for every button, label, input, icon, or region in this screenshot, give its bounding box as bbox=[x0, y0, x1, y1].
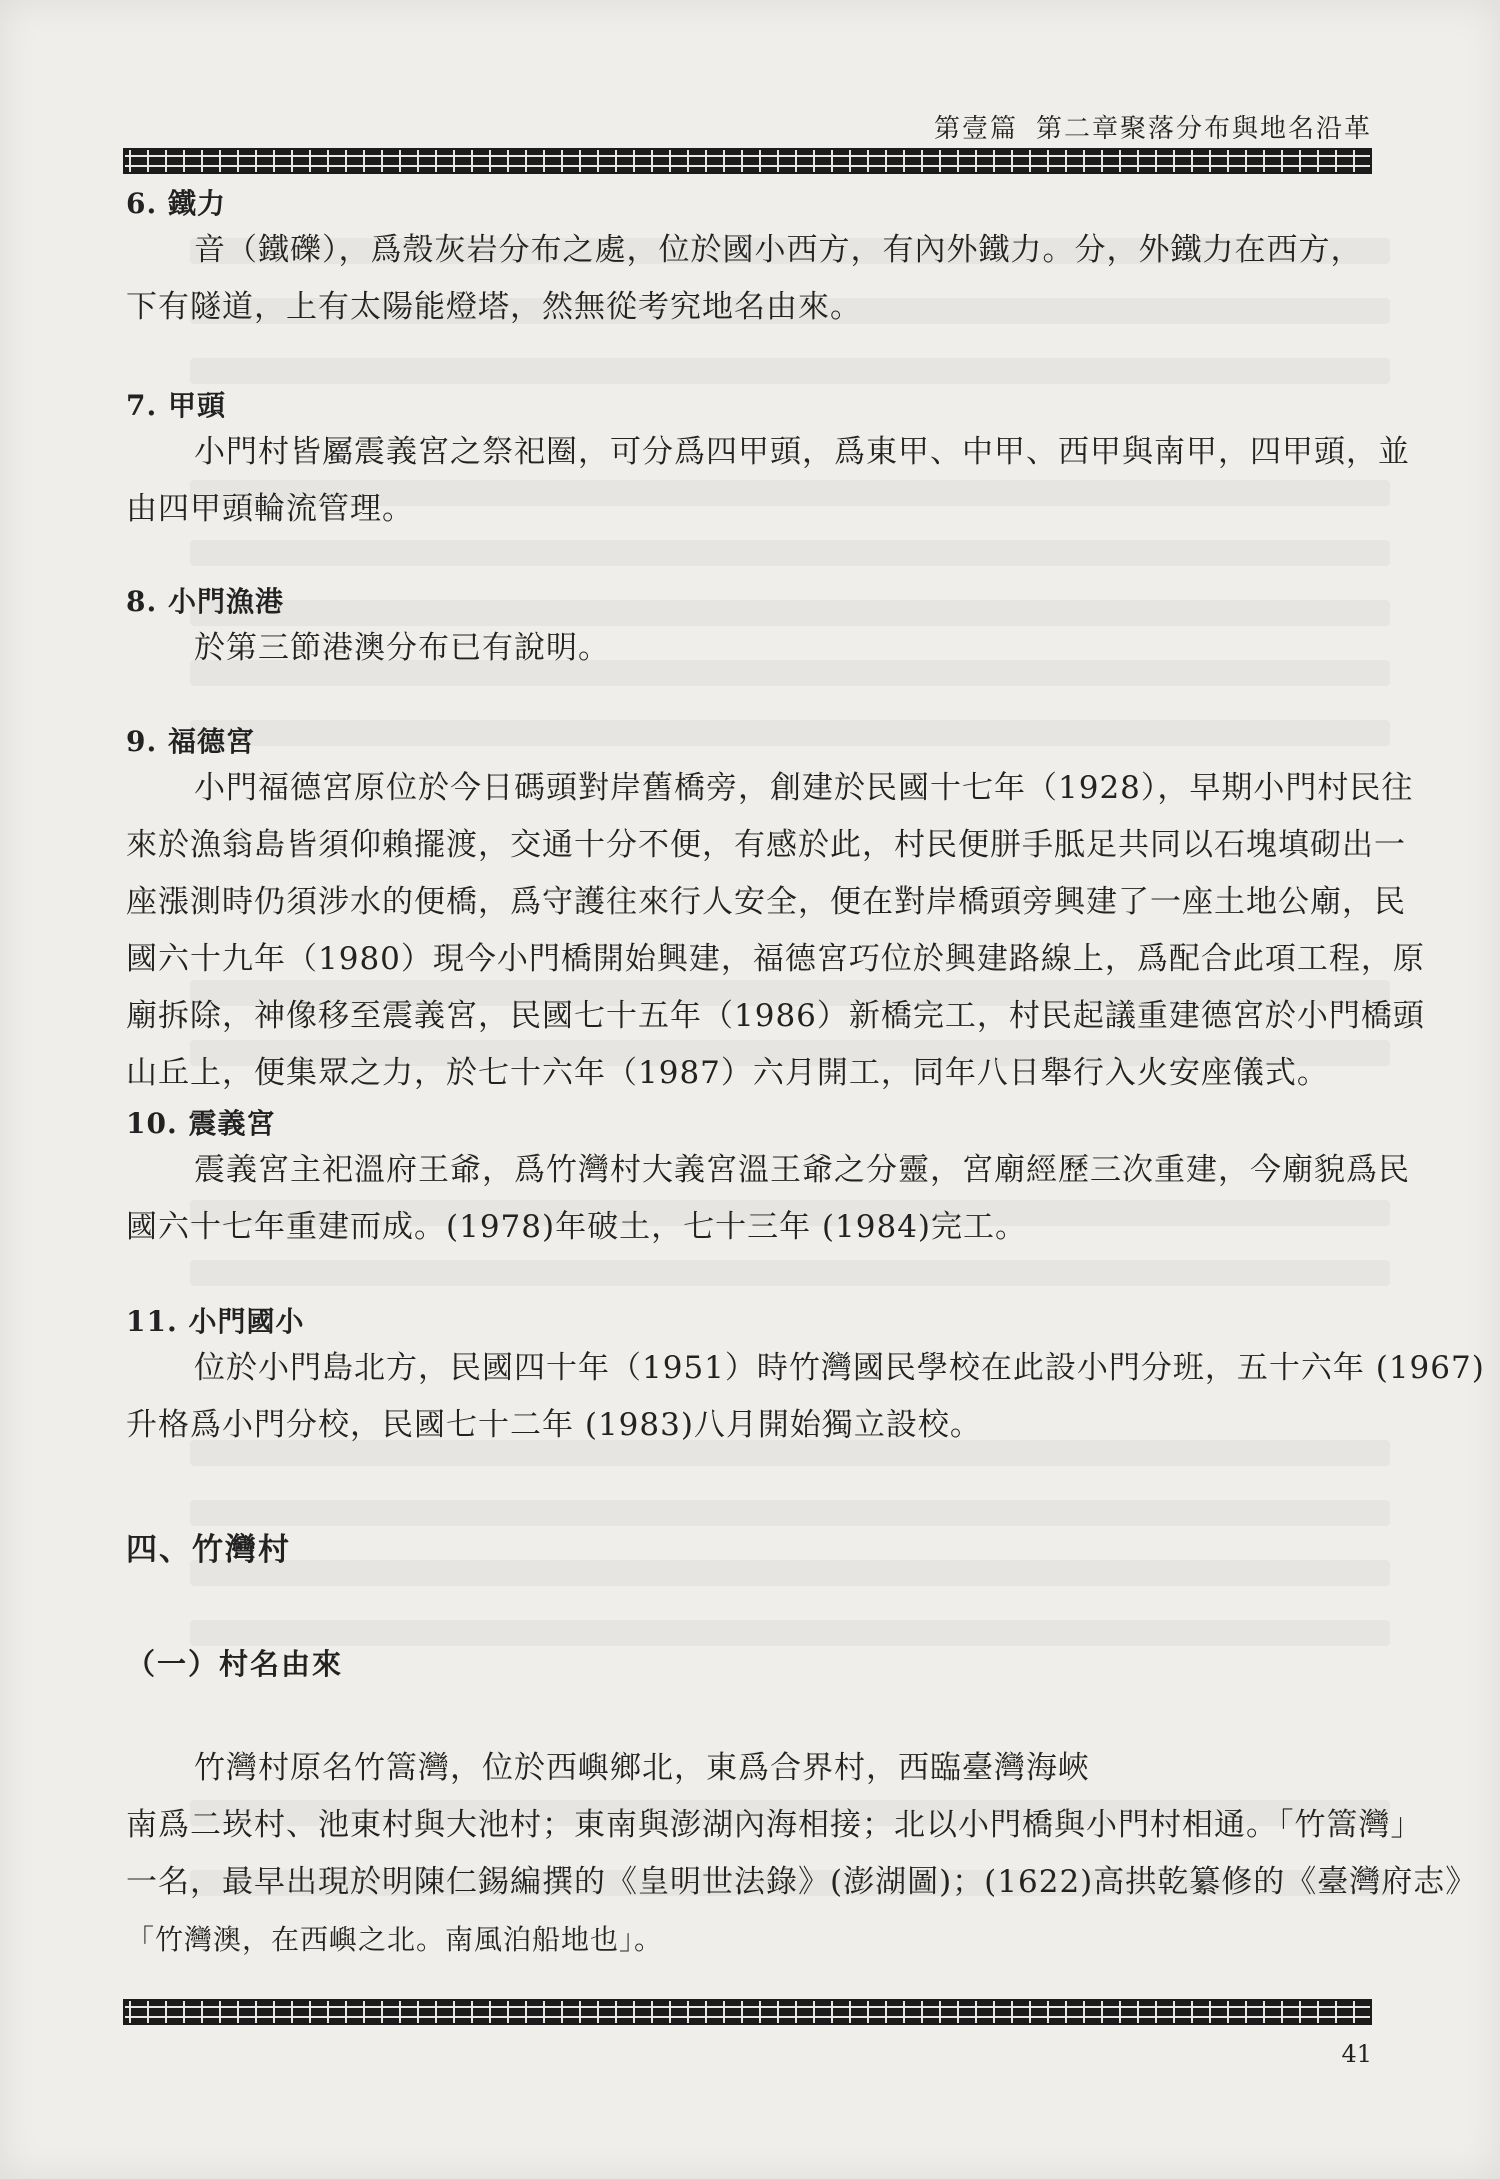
paragraph-line: 廟拆除，神像移至震義宮，民國七十五年（1986）新橋完工，村民起議重建德宮於小門橋頭 bbox=[126, 998, 1425, 1034]
paragraph-line: 由四甲頭輪流管理。 bbox=[126, 491, 414, 527]
item-heading-9: 9. 福德宮 bbox=[126, 725, 255, 758]
item-heading-7: 7. 甲頭 bbox=[126, 389, 226, 422]
section-heading: 四、竹灣村 bbox=[126, 1532, 291, 1568]
item-heading-11: 11. 小門國小 bbox=[126, 1305, 305, 1338]
paragraph-line: 位於小門島北方，民國四十年（1951）時竹灣國民學校在此設小門分班，五十六年 (1967) bbox=[194, 1350, 1485, 1386]
chapter-title: 第二章聚落分布與地名沿革 bbox=[1035, 114, 1372, 144]
item-paragraph-7 bbox=[126, 424, 1410, 538]
decorative-border-bottom bbox=[125, 2001, 1370, 2023]
item-paragraph-6 bbox=[126, 222, 1371, 336]
item-paragraph-10 bbox=[126, 1142, 1410, 1256]
paragraph-line: 南爲二崁村、池東村與大池村；東南與澎湖內海相接；北以小門橋與小門村相通。「竹篙灣」 bbox=[126, 1807, 1423, 1843]
section-paragraph bbox=[126, 1740, 1478, 1968]
paragraph-line: 「竹灣澳，在西嶼之北。南風泊船地也」。 bbox=[126, 1923, 664, 1956]
paragraph-line: 國六十九年（1980）現今小門橋開始興建，福德宮巧位於興建路線上，爲配合此項工程，原 bbox=[126, 941, 1425, 977]
paragraph-line: 於第三節港澳分布已有說明。 bbox=[194, 630, 610, 666]
item-paragraph-8 bbox=[126, 620, 1371, 677]
item-heading-6: 6. 鐵力 bbox=[126, 187, 226, 220]
decorative-border-top bbox=[125, 150, 1370, 172]
item-paragraph-9 bbox=[126, 760, 1425, 1102]
paragraph-line: 山丘上，便集眾之力，於七十六年（1987）六月開工，同年八日舉行入火安座儀式。 bbox=[126, 1055, 1329, 1091]
part-title: 第壹篇 bbox=[933, 114, 1018, 144]
paragraph-line: 國六十七年重建而成。(1978)年破土，七十三年 (1984)完工。 bbox=[126, 1209, 1028, 1245]
running-header bbox=[934, 108, 1372, 145]
item-heading-8: 8. 小門漁港 bbox=[126, 585, 284, 618]
paragraph-line: 來於漁翁島皆須仰賴擺渡，交通十分不便，有感於此，村民便胼手胝足共同以石塊填砌出一 bbox=[126, 827, 1406, 863]
paragraph-line: 音（鐵礫），爲殼灰岩分布之處，位於國小西方，有內外鐵力。分，外鐵力在西方， bbox=[194, 232, 1363, 268]
paragraph-line: 升格爲小門分校，民國七十二年 (1983)八月開始獨立設校。 bbox=[126, 1407, 982, 1443]
subsection-heading: （一）村名由來 bbox=[126, 1647, 344, 1681]
item-paragraph-11 bbox=[126, 1340, 1485, 1454]
page-number: 41 bbox=[1341, 2040, 1372, 2068]
paragraph-line: 小門福德宮原位於今日碼頭對岸舊橋旁，創建於民國十七年（1928），早期小門村民往 bbox=[194, 770, 1414, 806]
paragraph-line: 一名，最早出現於明陳仁錫編撰的《皇明世法錄》(澎湖圖)；(1622)高拱乾纂修的《臺灣府志》 bbox=[126, 1864, 1478, 1900]
item-heading-10: 10. 震義宮 bbox=[126, 1107, 276, 1140]
paragraph-line: 小門村皆屬震義宮之祭祀圈，可分爲四甲頭，爲東甲、中甲、西甲與南甲，四甲頭，並 bbox=[194, 434, 1410, 470]
paragraph-line: 震義宮主祀溫府王爺，爲竹灣村大義宮溫王爺之分靈，宮廟經歷三次重建，今廟貌爲民 bbox=[194, 1152, 1410, 1188]
paragraph-line: 竹灣村原名竹篙灣，位於西嶼鄉北，東爲合界村，西臨臺灣海峽 bbox=[194, 1750, 1090, 1786]
paragraph-line: 下有隧道，上有太陽能燈塔，然無從考究地名由來。 bbox=[126, 289, 862, 325]
paragraph-line: 座漲測時仍須涉水的便橋，爲守護往來行人安全，便在對岸橋頭旁興建了一座土地公廟，民 bbox=[126, 884, 1406, 920]
